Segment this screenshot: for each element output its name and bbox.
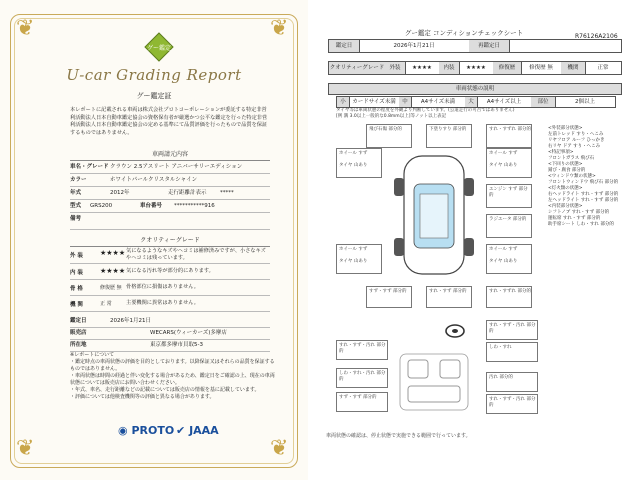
proto-logo bbox=[118, 424, 174, 437]
diagram-label: すれ・すずれ 部分的 bbox=[489, 289, 531, 294]
label-box bbox=[426, 286, 472, 308]
legend-line: 右ヘッドライト すれ・すず 部分的 bbox=[548, 192, 619, 197]
legend-line: フロントガラス 飛び石 bbox=[548, 156, 595, 161]
shop-name: WECARS(ウィーカーズ)多摩店 bbox=[150, 330, 227, 336]
diagram-label: すれ・すずれ 部分的 bbox=[489, 127, 531, 132]
legend-note-2: [例 溝 3.0以上一般的な0.8mm以上]等ノット以上表記 bbox=[336, 114, 447, 119]
quality-desc: 骨格部位に損傷はありません。 bbox=[126, 284, 199, 290]
chassis-value: ***********916 bbox=[174, 203, 215, 209]
vehicle-key: 備考 bbox=[70, 216, 82, 222]
diagram-label: ホイール すず bbox=[339, 247, 368, 252]
vehicle-value: クラウン 2.5アスリート アニバーサリーエディション bbox=[110, 164, 243, 170]
jaaa-brand-text: JAAA bbox=[189, 424, 219, 437]
legend-line: <内装部分状態> bbox=[548, 204, 583, 209]
date-value: 2026年1月21日 bbox=[359, 40, 470, 52]
appraisal-date: 2026年1月21日 bbox=[110, 318, 151, 324]
mileage-value: ***** bbox=[220, 190, 234, 196]
date-table bbox=[328, 39, 622, 53]
diagram-label: しわ・すれ・汚れ 部分的 bbox=[339, 371, 386, 382]
label-box bbox=[426, 124, 472, 148]
label-box bbox=[486, 342, 538, 362]
vehicle-name-row bbox=[70, 161, 270, 174]
legend-line: 左ヘッドライト すれ・すず 部分的 bbox=[548, 198, 619, 203]
legend-line: 運転席 すれ・すず 部分的 bbox=[548, 216, 601, 221]
size-large-desc: A4サイズ以上 bbox=[477, 97, 532, 107]
quality-row-exterior bbox=[70, 247, 270, 264]
size-small-desc: カードサイズ未満 bbox=[349, 97, 400, 107]
label-box bbox=[486, 244, 532, 274]
grading-report-certificate bbox=[0, 0, 308, 480]
quality-stars: ★★★★ bbox=[100, 267, 126, 275]
legend-line: 錆び・腐食 部分的 bbox=[548, 168, 586, 173]
corner-flourish-icon: ❦ bbox=[270, 436, 289, 461]
interior-seat-diagram bbox=[398, 352, 470, 412]
diagram-label: すれ・すず・汚れ 部分的 bbox=[339, 343, 386, 354]
legend-note: タイヤ等は車両状態の程度を外観より判断しています。(公道走行の可否ではありません) bbox=[336, 108, 515, 113]
logo-text: グー鑑定 bbox=[146, 45, 172, 52]
label-box bbox=[366, 286, 412, 308]
grade-table bbox=[328, 61, 622, 75]
report-notes: ※レポートについて ・鑑定時点の車両状態の評価を目的としております。以降保証又はそれらの品質を保証するものではありません。 ・車両状態は時間の経過と伴い変化する場合があるため、鑑定日をご確認の上、現在の車両状態については販売店にお問い合わせください。 ・年式、車名、走行距離などの記載については販売店の情報を基に記載しています。 ・評価については他検査機関等の評価と異なる場合があります。 bbox=[70, 352, 275, 400]
quality-key: 外 装 bbox=[70, 253, 83, 259]
parts-label: 部位 bbox=[531, 97, 556, 107]
mileage-label: 走行距離計表示 bbox=[168, 190, 207, 196]
vehicle-key: 車名・グレード bbox=[70, 164, 109, 170]
corner-flourish-icon: ❦ bbox=[16, 436, 35, 461]
diagram-label: ホイール すず bbox=[489, 247, 518, 252]
label-box bbox=[486, 124, 532, 148]
renewal-label: 再鑑定日 bbox=[469, 40, 510, 52]
quality-desc: 主要機関に異常はありません。 bbox=[126, 300, 199, 306]
legend-line: 左前トレッド すり・へこみ bbox=[548, 132, 604, 137]
proto-mark-icon: ◉ bbox=[118, 424, 128, 437]
label-box bbox=[336, 244, 382, 274]
label-box bbox=[486, 184, 532, 208]
vehicle-model-row bbox=[70, 200, 270, 213]
label-box bbox=[486, 320, 538, 340]
legend-line: <外装部分状態> bbox=[548, 126, 583, 131]
size-mid: 中 bbox=[399, 97, 412, 107]
label-box bbox=[486, 214, 532, 238]
legend-line: <下回りの状態> bbox=[548, 162, 583, 167]
grade-label: クオリティーグレード bbox=[329, 62, 386, 74]
quality-desc: 気になる汚れ等が部分的にあります。 bbox=[126, 268, 214, 274]
goo-appraisal-logo bbox=[144, 32, 174, 62]
intro-text: 本レポートに記載される車両は株式会社プロトコーポレーションが委託する特定非営利活動法人日本自動車鑑定協会の資格保有者が厳選かつ公平な鑑定を行った特定非営利活動法人日本自動車鑑定協会の定める基準にて品質評価を行ったもので品質を保証するものではありません。 bbox=[70, 107, 268, 136]
jaaa-logo bbox=[176, 424, 219, 437]
legend-line: 右リヤ ドア すり・へこみ bbox=[548, 144, 601, 149]
diagram-label: 下塗りすり 部分的 bbox=[429, 127, 467, 132]
appraisal-date-label: 鑑定日 bbox=[70, 318, 87, 324]
quality-stars: 修復歴 無 bbox=[100, 285, 122, 291]
vehicle-key: 年式 bbox=[70, 190, 82, 196]
legend-line: <特記事項> bbox=[548, 150, 574, 155]
grade-value: 修復歴 無 bbox=[521, 62, 562, 74]
car-top-view-diagram bbox=[386, 150, 482, 280]
grade-key: 機関 bbox=[561, 62, 586, 74]
diagram-label: タイヤ 山あり bbox=[489, 163, 518, 168]
diagram-label: タイヤ 山あり bbox=[339, 259, 368, 264]
legend-line: <灯火類の状態> bbox=[548, 186, 583, 191]
vehicle-year-row bbox=[70, 187, 270, 200]
vehicle-value: 2012年 bbox=[110, 190, 130, 196]
size-mid-desc: A4サイズ未満 bbox=[411, 97, 466, 107]
quality-stars: 正 常 bbox=[100, 301, 112, 307]
label-box bbox=[336, 148, 382, 178]
chassis-label: 車台番号 bbox=[140, 203, 163, 209]
condition-sheet-title: グー鑑定 コンディションチェックシート bbox=[404, 29, 524, 37]
label-box bbox=[366, 124, 412, 148]
size-large: 大 bbox=[465, 97, 478, 107]
legend-line: リヤフロア ルーフ ひっかき bbox=[548, 138, 605, 143]
diagram-label: すれ・すず 部分的 bbox=[429, 289, 467, 294]
diagram-label: すず・すず 部分的 bbox=[339, 395, 377, 400]
report-script-title: U-car Grading Report bbox=[66, 66, 242, 84]
legend-line: シフトノブ すれ・すず 部分的 bbox=[548, 210, 610, 215]
diagram-label: 汚れ 部分的 bbox=[489, 375, 513, 380]
right-legend bbox=[548, 126, 640, 228]
diagram-label: すれ・すず・汚れ 部分的 bbox=[489, 323, 536, 334]
label-box bbox=[336, 392, 388, 412]
legend-line: 助手席シート しわ・すれ 部分的 bbox=[548, 222, 614, 227]
grade-key: 外装 bbox=[385, 62, 406, 74]
quality-key: 内 装 bbox=[70, 270, 83, 276]
quality-row-interior bbox=[70, 265, 270, 280]
diagram-label: ホイール すず bbox=[339, 151, 368, 156]
certificate-title: グー鑑定証 bbox=[136, 92, 172, 100]
vehicle-key: カラー bbox=[70, 177, 87, 183]
vehicle-key: 型式 bbox=[70, 203, 82, 209]
proto-brand-text: PROTO bbox=[131, 424, 175, 437]
vehicle-color-row bbox=[70, 174, 270, 187]
size-legend bbox=[336, 96, 616, 108]
status-heading: 車両状態の説明 bbox=[328, 83, 622, 95]
parts-value: 2個以上 bbox=[575, 99, 595, 105]
diagram-label: 飛び石傷 部分的 bbox=[369, 127, 402, 132]
diagram-label: すれ・すず・汚れ 部分的 bbox=[489, 397, 536, 408]
diagram-label: エンジン すず 部分的 bbox=[489, 187, 528, 198]
diagram-label: しわ・すれ bbox=[489, 345, 512, 350]
quality-stars: ★★★★ bbox=[100, 249, 126, 257]
quality-key: 機 関 bbox=[70, 302, 83, 308]
steering-wheel-icon bbox=[444, 323, 466, 339]
diagram-label: タイヤ 山あり bbox=[339, 163, 368, 168]
label-box bbox=[486, 148, 532, 178]
quality-desc: 気になるようなキズやヘコミは補修済みですが、小さなキズやヘコミは残っています。 bbox=[126, 248, 266, 261]
diagram-label: すず・すず 部分的 bbox=[369, 289, 407, 294]
grade-value: 正常 bbox=[597, 65, 609, 71]
location-label: 所在地 bbox=[70, 342, 87, 348]
size-small: 小 bbox=[337, 97, 350, 107]
legend-line: <ウィンドウ類の状態> bbox=[548, 174, 596, 179]
jaaa-mark-icon: ✔ bbox=[176, 424, 186, 437]
quality-row-frame bbox=[70, 281, 270, 296]
vehicle-value: ホワイトパールクリスタルシャイン bbox=[110, 177, 198, 183]
label-box bbox=[336, 368, 388, 388]
corner-flourish-icon: ❦ bbox=[270, 16, 289, 41]
grade-key: 内装 bbox=[439, 62, 460, 74]
grade-value: ★★★★ bbox=[405, 62, 440, 74]
document-id: R76126A2106 bbox=[575, 33, 618, 40]
vehicle-value: GRS200 bbox=[90, 203, 113, 209]
grade-value: ★★★★ bbox=[459, 62, 494, 74]
corner-flourish-icon: ❦ bbox=[16, 16, 35, 41]
diagram-label: ラジエータ 部分的 bbox=[489, 217, 527, 222]
quality-key: 骨 格 bbox=[70, 286, 83, 292]
label-box bbox=[336, 340, 388, 360]
label-box bbox=[486, 372, 538, 392]
legend-line: フロントウィンドウ 飛び石 部分的 bbox=[548, 180, 619, 185]
label-box bbox=[486, 394, 538, 414]
grade-key: 修復歴 bbox=[493, 62, 522, 74]
vehicle-heading: 車両請元内容 bbox=[70, 149, 270, 161]
renewal-value bbox=[509, 40, 621, 52]
diagram-label: タイヤ 山あり bbox=[489, 259, 518, 264]
date-label: 鑑定日 bbox=[329, 40, 360, 52]
location-row bbox=[70, 339, 270, 352]
label-box bbox=[486, 286, 532, 308]
diagram-label: ホイール すず bbox=[489, 151, 518, 156]
location-value: 東京都多摩市貝取5-3 bbox=[150, 342, 203, 348]
vehicle-remarks-row bbox=[70, 213, 270, 230]
shop-label: 販売店 bbox=[70, 330, 87, 336]
quality-heading: クオリティーグレード bbox=[70, 235, 270, 247]
quality-row-engine bbox=[70, 297, 270, 312]
footer-note: 車両状態の確認は、停止状態で実施できる範囲で行っています。 bbox=[326, 433, 471, 439]
